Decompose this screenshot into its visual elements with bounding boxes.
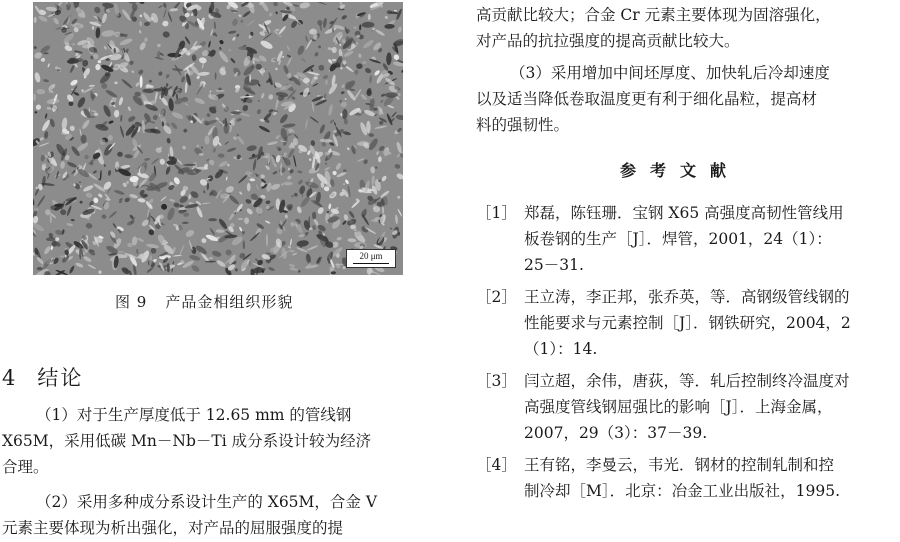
reference-index: ［2］ (476, 288, 517, 306)
conclusion-paragraph-1 (2, 402, 371, 480)
reference-line: 闫立超，余伟，唐荻，等．轧后控制终冷温度对 (524, 372, 850, 390)
scale-bar-label: 20 μm (359, 251, 383, 261)
reference-line: 高强度管线钢屈强比的影响［J］．上海金属， (524, 398, 833, 416)
reference-index: ［3］ (476, 372, 517, 390)
paragraph-line: 高贡献比较大；合金 Cr 元素主要体现为固溶强化， (476, 6, 831, 24)
reference-line: 性能要求与元素控制［J］．钢铁研究，2004，2 (524, 314, 851, 332)
reference-line: 王有铭，李曼云，韦光．钢材的控制轧制和控 (524, 456, 835, 474)
conclusion-paragraph-3 (476, 60, 830, 138)
reference-index: ［1］ (476, 204, 517, 222)
micrograph-image (33, 2, 403, 275)
section-heading (2, 362, 83, 392)
reference-line: 2007，29（3）：37－39. (524, 424, 708, 442)
references-heading: 参考文献 (620, 161, 741, 180)
reference-line: 制冷却［M］．北京：冶金工业出版社，1995. (524, 482, 840, 500)
paragraph-line: 合理。 (2, 458, 49, 476)
paragraph-line: 料的强韧性。 (476, 116, 570, 134)
conclusion-paragraph-2-continued (476, 2, 831, 54)
micrograph-texture (33, 2, 403, 275)
section-number: 4 (2, 366, 18, 390)
reference-line: 25－31. (524, 256, 584, 274)
scale-bar-line (353, 263, 389, 264)
paragraph-line: （2）采用多种成分系设计生产的 X65M，合金 V (36, 493, 378, 511)
paragraph-line: 以及适当降低卷取温度更有利于细化晶粒，提高材 (476, 90, 818, 108)
reference-index: ［4］ (476, 456, 517, 474)
reference-line: （1）：14. (524, 340, 598, 358)
reference-line: 王立涛，李正邦，张乔英，等．高钢级管线钢的 (524, 288, 850, 306)
conclusion-paragraph-2 (2, 489, 377, 541)
figure-caption (115, 291, 293, 312)
paragraph-line: 元素主要体现为析出强化，对产品的屈服强度的提 (2, 519, 344, 537)
scale-bar (346, 249, 396, 268)
figure-caption-text: 产品金相组织形貌 (165, 293, 294, 311)
paragraph-line: 对产品的抗拉强度的提高贡献比较大。 (476, 32, 740, 50)
paragraph-line: X65M，采用低碳 Mn－Nb－Ti 成分系设计较为经济 (2, 432, 372, 450)
reference-line: 板卷钢的生产［J］．焊管，2001，24（1）： (524, 230, 832, 248)
reference-line: 郑磊，陈钰珊．宝钢 X65 高强度高韧性管线用 (524, 204, 844, 222)
paragraph-line: （3）采用增加中间坯厚度、加快轧后冷却速度 (510, 64, 830, 82)
figure-caption-number: 图 9 (115, 293, 148, 311)
section-title: 结论 (37, 366, 84, 390)
paragraph-line: （1）对于生产厚度低于 12.65 mm 的管线钢 (36, 406, 352, 424)
